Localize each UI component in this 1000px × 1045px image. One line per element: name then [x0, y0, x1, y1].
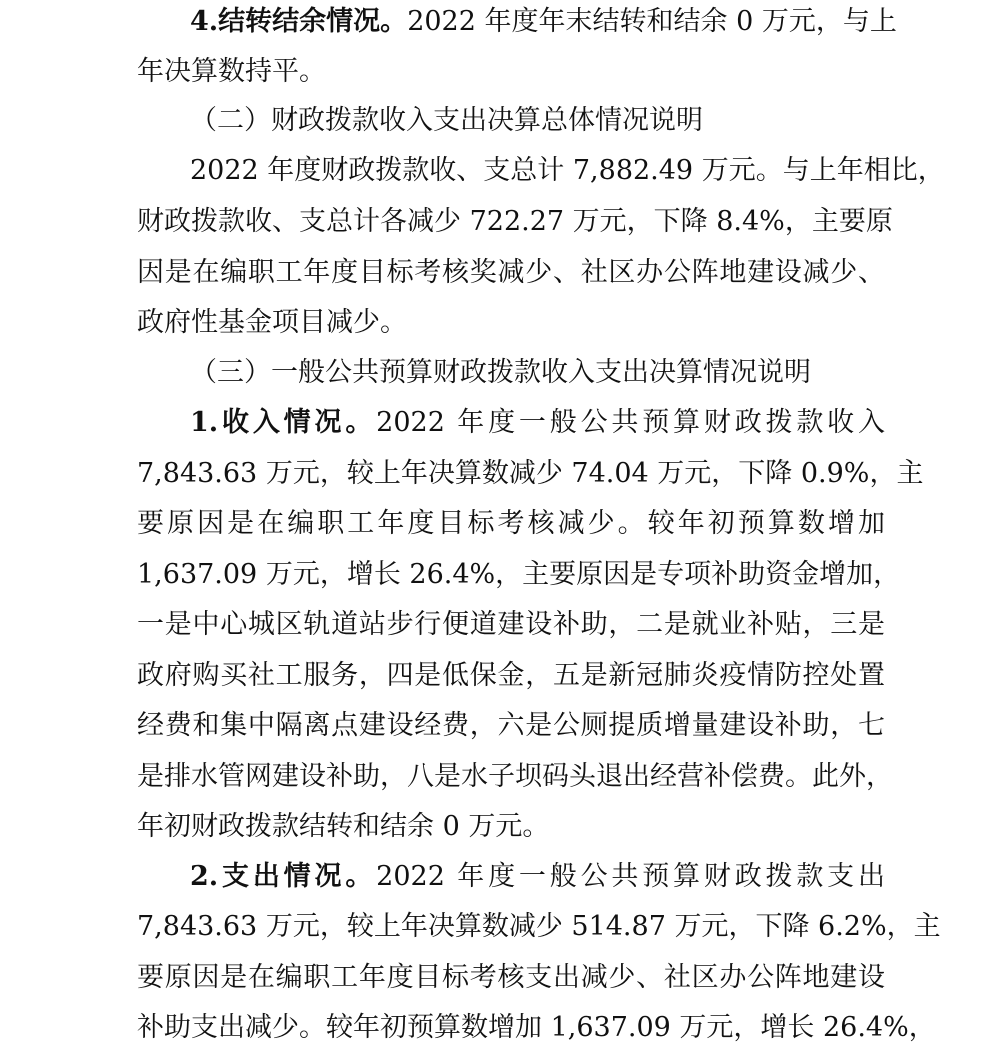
expense-text: 2022 年度一般公共预算财政拨款支出	[376, 861, 886, 892]
expense-title: 2.支出情况。	[190, 861, 377, 892]
income-title: 1.收入情况。	[190, 407, 377, 438]
paragraph-expense-line-2: 7,843.63 万元，较上年决算数减少 514.87 万元，下降 6.2%，主	[137, 911, 941, 942]
paragraph-income-line-1	[190, 406, 885, 440]
income-text: 2022 年度一般公共预算财政拨款收入	[376, 407, 886, 438]
section-heading-2: （二）财政拨款收入支出决算总体情况说明	[190, 105, 703, 136]
paragraph-income-line-6: 政府购买社工服务，四是低保金，五是新冠肺炎疫情防控处置	[137, 660, 885, 691]
paragraph-carryover-line-2: 年决算数持平。	[137, 56, 326, 87]
carryover-text: 2022 年度年末结转和结余 0 万元，与上	[407, 6, 897, 37]
carryover-title: 4.结转结余情况。	[190, 6, 408, 37]
paragraph-expense-line-4: 补助支出减少。较年初预算数增加 1,637.09 万元，增长 26.4%，	[137, 1012, 936, 1043]
paragraph-income-line-9: 年初财政拨款结转和结余 0 万元。	[137, 811, 550, 842]
section-heading-3: （三）一般公共预算财政拨款收入支出决算情况说明	[190, 357, 811, 388]
paragraph-total-line-4: 政府性基金项目减少。	[137, 307, 407, 338]
paragraph-expense-line-1	[190, 860, 885, 894]
paragraph-total-line-3: 因是在编职工年度目标考核奖减少、社区办公阵地建设减少、	[137, 257, 885, 288]
paragraph-income-line-7: 经费和集中隔离点建设经费，六是公厕提质增量建设补助，七	[137, 710, 885, 741]
paragraph-carryover-line-1	[190, 5, 897, 39]
paragraph-expense-line-3: 要原因是在编职工年度目标考核支出减少、社区办公阵地建设	[137, 962, 885, 993]
paragraph-income-line-2: 7,843.63 万元，较上年决算数减少 74.04 万元，下降 0.9%，主	[137, 458, 924, 489]
paragraph-income-line-3: 要原因是在编职工年度目标考核减少。较年初预算数增加	[137, 508, 885, 539]
paragraph-total-line-2: 财政拨款收、支总计各减少 722.27 万元，下降 8.4%，主要原	[137, 206, 893, 237]
paragraph-total-line-1: 2022 年度财政拨款收、支总计 7,882.49 万元。与上年相比，	[190, 155, 945, 186]
paragraph-income-line-5: 一是中心城区轨道站步行便道建设补助，二是就业补贴，三是	[137, 609, 885, 640]
paragraph-income-line-4: 1,637.09 万元，增长 26.4%，主要原因是专项补助资金增加，	[137, 559, 901, 590]
paragraph-income-line-8: 是排水管网建设补助，八是水子坝码头退出经营补偿费。此外，	[137, 761, 893, 792]
